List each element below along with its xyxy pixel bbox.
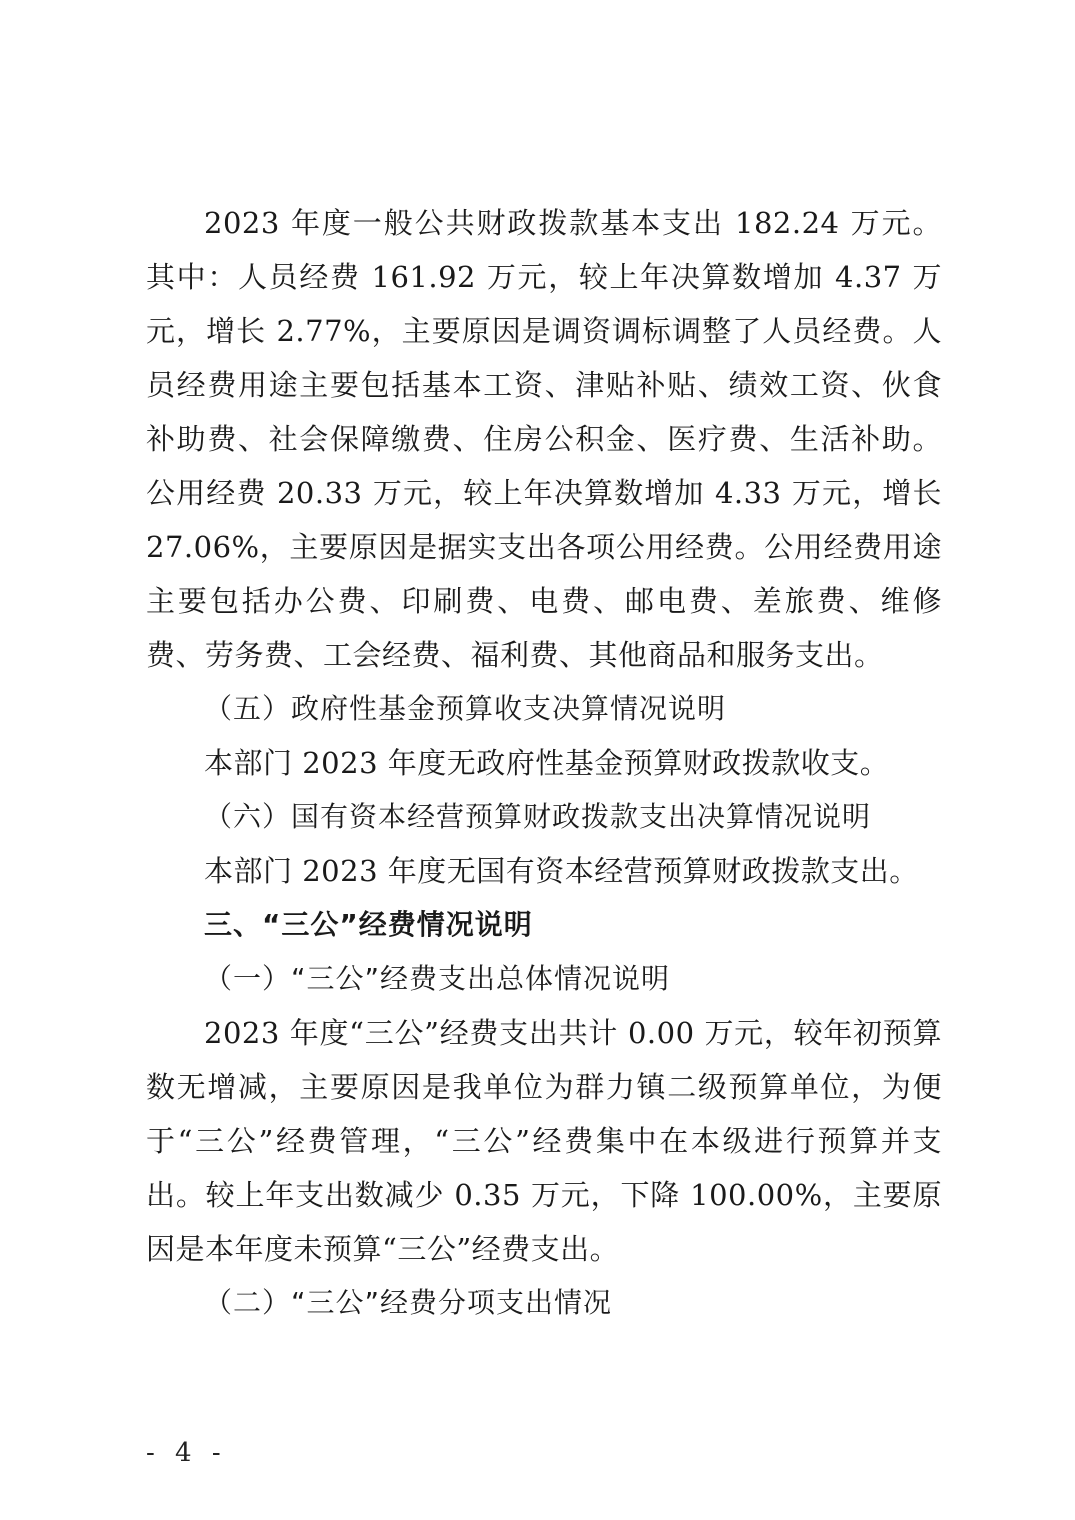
page-number: - 4 - <box>146 1438 227 1468</box>
paragraph-basic-expenditure: 2023 年度一般公共财政拨款基本支出 182.24 万元。其中：人员经费 161.92 万元，较上年决算数增加 4.37 万元，增长 2.77%，主要原因是调资调标调整了人员经费。人员经费用途主要包括基本工资、津贴补贴、绩效工资、伙食补助费、社会保障缴费、住房公积金、医疗费、生活补助。公用经费 20.33 万元，较上年决算数增加 4.33 万元，增长 27.06%，主要原因是据实支出各项公用经费。公用经费用途主要包括办公费、印刷费、电费、邮电费、差旅费、维修费、劳务费、工会经费、福利费、其他商品和服务支出。 <box>146 206 942 672</box>
paragraph-state-capital: 本部门 2023 年度无国有资本经营预算财政拨款支出。 <box>204 854 919 888</box>
section-heading-government-fund: （五）政府性基金预算收支决算情况说明 <box>204 692 727 725</box>
section-heading-state-capital: （六）国有资本经营预算财政拨款支出决算情况说明 <box>204 800 872 833</box>
document-body <box>146 196 942 1330</box>
paragraph-government-fund: 本部门 2023 年度无政府性基金预算财政拨款收支。 <box>204 746 890 780</box>
subsection-heading-overall: （一）“三公”经费支出总体情况说明 <box>204 962 671 995</box>
paragraph-three-public-overall: 2023 年度“三公”经费支出共计 0.00 万元，较年初预算数无增减，主要原因是我单位为群力镇二级预算单位，为便于“三公”经费管理，“三公”经费集中在本级进行预算并支出。较上年支出数减少 0.35 万元，下降 100.00%，主要原因是本年度未预算“三公”经费支出。 <box>146 1016 942 1266</box>
subsection-heading-itemized: （二）“三公”经费分项支出情况 <box>204 1286 613 1319</box>
section-heading-three-public: 三、“三公”经费情况说明 <box>204 908 533 941</box>
